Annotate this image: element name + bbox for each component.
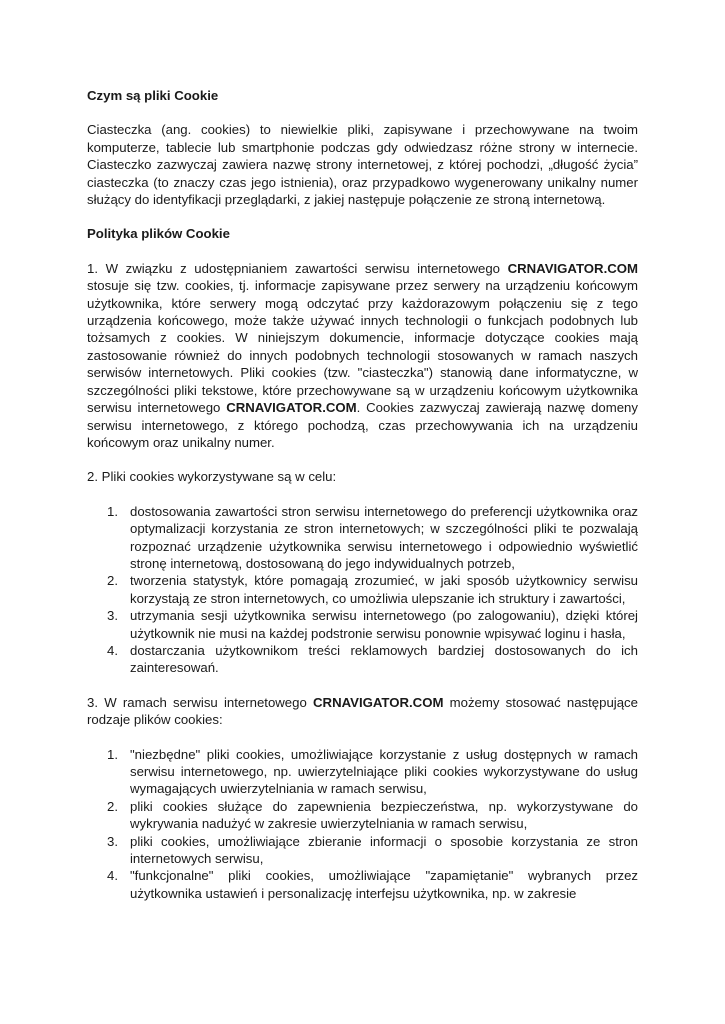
section-heading-policy: Polityka plików Cookie [87,226,230,242]
cookies-definition-paragraph: Ciasteczka (ang. cookies) to niewielkie pliki, zapisywane i przechowywane na twoim komputerze, tablecie lub smartphonie podczas gdy odwiedzasz różne strony w internecie. Ciasteczko zazwyczaj zawiera nazwę strony internetowej, z której pochodzi, „długość życia” ciasteczka (to znaczy czas jego istnienia), oraz przypadkowo wygenerowany unikalny numer służący do identyfikacji przeglądarki, z jakiej następuje połączenie ze stroną internetową. [87,122,638,208]
list-item: 2. pliki cookies służące do zapewnienia bezpieczeństwa, np. wykorzystywane do wykrywania nadużyć w zakresie uwierzytelniania w ramach serwisu, [107,798,638,832]
site-name: CRNAVIGATOR.COM [507,260,638,276]
cookie-types-list [87,746,638,903]
list-item: 2. tworzenia statystyk, które pomagają zrozumieć, w jaki sposób użytkownicy serwisu korzystają ze stron internetowych, co umożliwia ulepszanie ich struktury i zawartości, [107,573,638,606]
list-item: 1. "niezbędne" pliki cookies, umożliwiające korzystanie z usług dostępnych w ramach serwisu internetowego, np. uwierzytelniające pliki cookies wykorzystywane do usług wymagających uwierzytelniania w ramach serwisu, [107,746,638,797]
policy-paragraph-3-intro: 3. W ramach serwisu internetowego CRNAVIGATOR.COM możemy stosować następujące rodzaje plików cookies: [87,694,638,728]
site-name: CRNAVIGATOR.COM [313,694,444,710]
policy-paragraph-1: 1. W związku z udostępnianiem zawartości serwisu internetowego CRNAVIGATOR.COM stosuje się tzw. cookies, tj. informacje zapisywane przez serwery na urządzeniu końcowym użytkownika, które serwery mogą odczytać przy każdorazowym połączeniu się z tego urządzenia końcowego, może także używać innych technologii o funkcjach podobnych lub tożsamych z cookies. W niniejszym dokumencie, informacje dotyczące cookies mają zastosowanie również do innych podobnych technologii stosowanych w ramach naszych serwisów internetowych. Pliki cookies (tzw. "ciasteczka") stanowią dane informatyczne, w szczególności pliki tekstowe, które przechowywane są w urządzeniu końcowym użytkownika serwisu internetowego CRNAVIGATOR.COM. Cookies zazwyczaj zawierają nazwę domeny serwisu internetowego, z którego pochodzą, czas przechowywania ich na urządzeniu końcowym oraz unikalny numer. [87,260,638,450]
list-item: 4. "funkcjonalne" pliki cookies, umożliwiające "zapamiętanie" wybranych przez użytkownika ustawień i personalizację interfejsu użytkownika, np. w zakresie [107,868,638,901]
section-heading-cookies: Czym są pliki Cookie [87,88,219,103]
list-item: 3. pliki cookies, umożliwiające zbieranie informacji o sposobie korzystania ze stron internetowych serwisu, [107,833,638,867]
purpose-list [87,503,638,677]
list-item: 4. dostarczania użytkownikom treści reklamowych bardziej dostosowanych do ich zainteresowań. [107,642,638,676]
list-item: 1. dostosowania zawartości stron serwisu internetowego do preferencji użytkownika oraz optymalizacji korzystania ze stron internetowych; w szczególności pliki te pozwalają rozpoznać urządzenie użytkownika serwisu internetowego i odpowiednio wyświetlić stronę internetową, dostosowaną do jego indywidualnych potrzeb, [107,503,638,571]
site-name: CRNAVIGATOR.COM [226,400,357,416]
document-page [87,87,638,902]
policy-paragraph-2-intro: 2. Pliki cookies wykorzystywane są w celu: [87,469,337,485]
list-item: 3. utrzymania sesji użytkownika serwisu internetowego (po zalogowaniu), dzięki której użytkownik nie musi na każdej podstronie serwisu ponownie wpisywać loginu i hasła, [107,608,638,641]
